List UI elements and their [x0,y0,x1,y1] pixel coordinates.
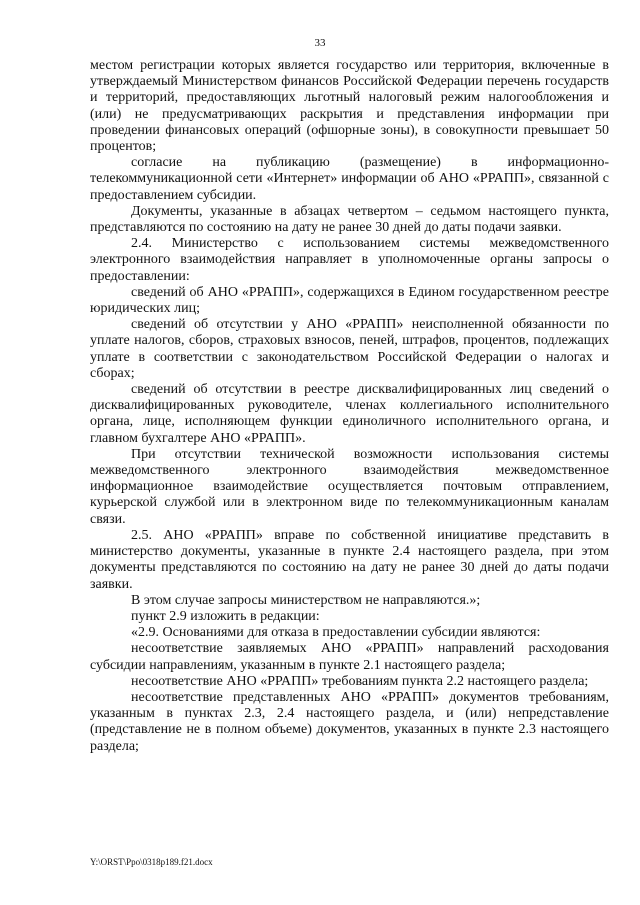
page-number: 33 [314,37,326,49]
paragraph-ground-requirements: несоответствие АНО «РРАПП» требованиям пункта 2.2 настоящего раздела; [131,673,589,689]
paragraph-no-requests: В этом случае запросы министерством не направляются.»; [131,592,481,608]
paragraph-offshore-share: местом регистрации которых является государство или территория, включенные в утверждаемый Министерством финансов Российской Федерации перечень государств и территорий, предоставляющих льготный налоговый режим налогообложения и (или) не предусматривающих раскрытия и представления информации при проведении финансовых операций (офшорные зоны), в совокупности превышает 50 процентов; [90,58,609,155]
paragraph-disqualified-info: сведений об отсутствии в реестре дисквалифицированных лиц сведений о дисквалифицированных руководителе, членах коллегиального исполнительного органа, лице, исполняющем функции единоличного исполнительного органа, и главном бухгалтере АНО «РРАПП». [90,382,609,446]
paragraph-2-5: 2.5. АНО «РРАПП» вправе по собственной инициативе представить в министерство документы, указанные в пункте 2.4 настоящего раздела, при этом документы представляются по состоянию на дату не ранее 30 дней до даты подачи заявки. [90,527,609,592]
paragraph-2-9-edit: пункт 2.9 изложить в редакции: [131,608,320,624]
paragraph-no-technical-possibility: При отсутствии технической возможности использования системы межведомственного электронного взаимодействия межведомственное информационное взаимодействие осуществляется почтовым отправлением, курьерской службой или в электронном виде по телекоммуникационным каналам связи. [90,446,609,527]
paragraph-tax-debt-info: сведений об отсутствии у АНО «РРАПП» неисполненной обязанности по уплате налогов, сборов, страховых взносов, пеней, штрафов, процентов, подлежащих уплате в соответствии с законодательством Российской Федерации о налогах и сборах; [90,317,609,381]
paragraph-2-9-grounds: «2.9. Основаниями для отказа в предоставлении субсидии являются: [131,625,541,641]
paragraph-2-4-intro: 2.4. Министерство с использованием системы межведомственного электронного взаимодействия направляет в уполномоченные органы запросы о предоставлении: [90,236,609,284]
paragraph-egrul-info: сведений об АНО «РРАПП», содержащихся в Едином государственном реестре юридических лиц; [90,284,609,317]
paragraph-ground-documents: несоответствие представленных АНО «РРАПП» документов требованиям, указанным в пунктах 2.3, 2.4 настоящего раздела, и (или) непредставление (представление не в полном объеме) документов, указанных в пункте 2.3 настоящего раздела; [90,689,609,754]
paragraph-consent-publication: согласие на публикацию (размещение) в информационно-телекоммуникационной сети «Интернет» информации об АНО «РРАПП», связанной с предоставлением субсидии. [90,155,609,203]
paragraph-ground-directions: несоответствие заявляемых АНО «РРАПП» направлений расходования субсидии направлениям, указанным в пункте 2.1 настоящего раздела; [90,641,609,673]
paragraph-documents-date: Документы, указанные в абзацах четвертом – седьмом настоящего пункта, представляются по состоянию на дату не ранее 30 дней до даты подачи заявки. [90,203,609,236]
document-body [90,58,609,755]
footer-file-path: Y:\ORST\Ppo\0318p189.f21.docx [90,857,213,867]
